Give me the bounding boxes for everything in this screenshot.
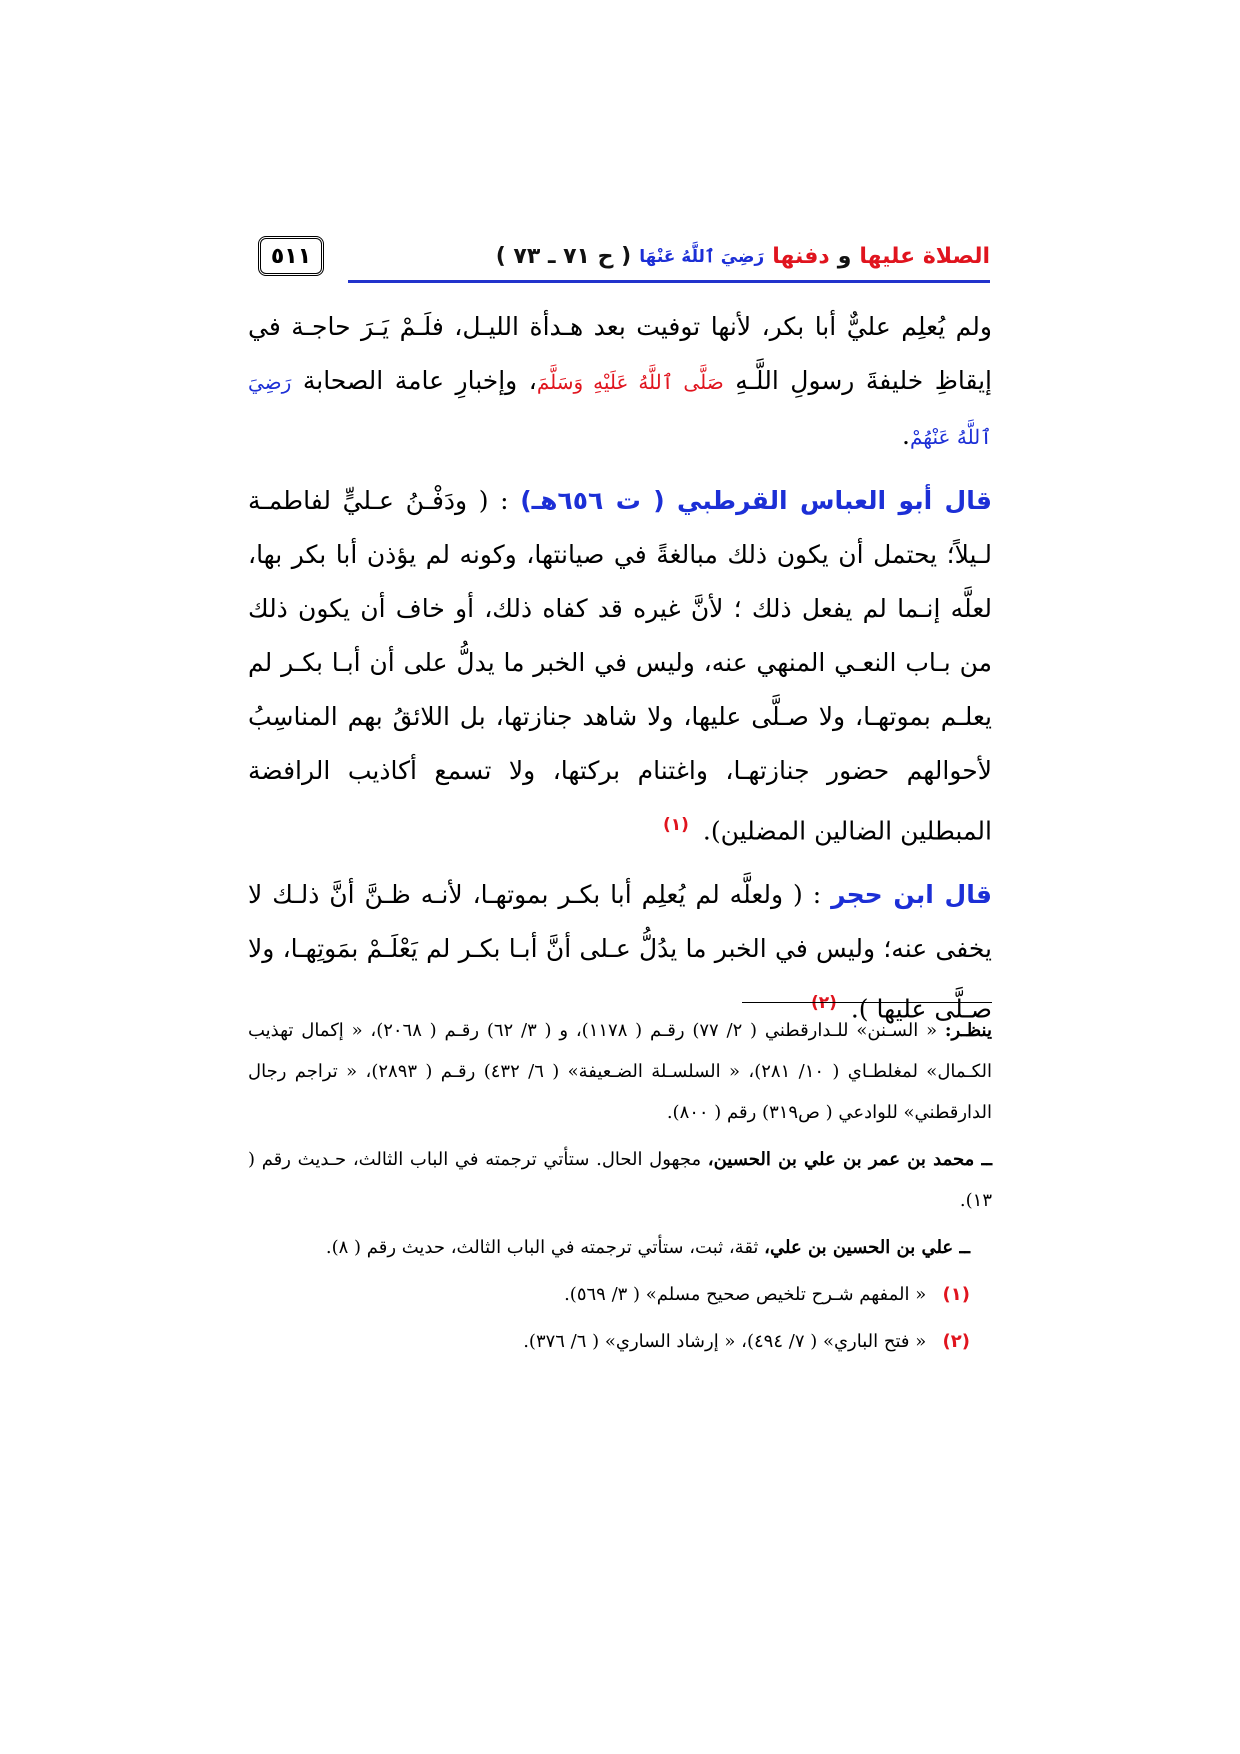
footnote-separator — [742, 1002, 992, 1003]
title-connector: و — [837, 243, 852, 269]
p2-text: : ( ودَفْـنُ عـليٍّ لفاطمـة لـيلاً؛ يحتمل أن يكون ذلك مبالغةً في صيانتها، وكونه لم يؤذن أبا بكر بها، لعلَّه إنـما لم يفعل ذلك ؛ لأنَّ غيره قد كفاه ذلك، أو خاف أن يكون ذلك من بـاب النعـي المنهي عنه، وليس في الخبر ما يدلُّ على أن أبـا بكـر لم يعلـم بموتهـا، ولا صـلَّى عليها، ولا شاهد جنازتها، بل اللائقُ بهم المناسِبُ لأحوالهم حضور جنازتهـا، واغتنام بركتها، ولا تسمع أكاذيب الرافضة المبطلين الضالين المضلين). — [248, 486, 992, 846]
header-rule — [348, 280, 990, 283]
p3-text: : ( ولعلَّه لم يُعلِم أبا بكـر بموتهـا، لأنـه ظـنَّ أنَّ ذلـك لا يخفى عنه؛ وليس في الخبر ما يدُلُّ عـلى أنَّ أبـا بكـر لم يَعْلَـمْ بمَوتِهـا، ولا صـلَّى عليها ). — [248, 880, 992, 1024]
title-part1: الصلاة عليها — [859, 243, 990, 269]
page-number: ٥١١ — [258, 236, 324, 276]
note-narrator-2 — [248, 1227, 992, 1268]
title-honorific: رَضِيَ ٱللَّهُ عَنْهَا — [639, 246, 765, 267]
title-part2: دفنها — [772, 243, 830, 269]
main-text — [248, 300, 992, 1047]
speaker-qurtubi: قال أبو العباس القرطبي ( ت ٦٥٦هـ) — [520, 486, 992, 515]
page-header — [258, 236, 990, 282]
narrator-1-text: مجهول الحال. ستأتي ترجمته في الباب الثالث، حـديث رقم ( ١٣). — [248, 1149, 992, 1211]
running-title — [496, 236, 990, 276]
footnote-ref-2[interactable]: (٢) — [810, 993, 837, 1014]
footnote-1 — [248, 1274, 992, 1315]
p1-text-end: ، وإخبارِ عامة الصحابة — [302, 366, 537, 395]
footnotes — [248, 1010, 992, 1368]
paragraph-2 — [248, 474, 992, 858]
footnote-1-text: « المفهم شـرح تلخيص صحيح مسلم» ( ٣/ ٥٦٩). — [564, 1284, 927, 1305]
note-sources — [248, 1010, 992, 1133]
narrator-2-name: ــ علي بن الحسين بن علي، — [764, 1237, 970, 1258]
footnote-2 — [248, 1321, 992, 1362]
note-label: ينظـر: — [944, 1020, 992, 1041]
footnote-2-text: « فتح الباري» ( ٧/ ٤٩٤)، « إرشاد الساري» ( ٦/ ٣٧٦). — [523, 1331, 927, 1352]
narrator-1-name: ــ محمد بن عمر بن علي بن الحسين، — [707, 1149, 992, 1170]
prophet-honorific: صَلَّى ٱللَّهُ عَلَيْهِ وَسَلَّمَ — [536, 370, 724, 394]
note-narrator-1 — [248, 1139, 992, 1221]
speaker-ibn-hajar: قال ابن حجر — [831, 880, 992, 910]
footnote-2-number: (٢) — [942, 1331, 970, 1352]
p1-text: ولم يُعلِم عليٌّ أبا بكر، لأنها توفيت بعد هـدأة الليـل، فلَـمْ يَـرَ حاجـة في إيقاظِ خليفةَ رسولِ اللَّـهِ — [248, 312, 993, 395]
paragraph-1 — [248, 300, 992, 464]
narrator-2-text: ثقة، ثبت، ستأتي ترجمته في الباب الثالث، حديث رقم ( ٨). — [325, 1237, 759, 1258]
companions-honorific: رَضِيَ ٱللَّهُ عَنْهُمْ — [248, 370, 992, 449]
footnote-ref-1[interactable]: (١) — [662, 815, 689, 835]
hadith-range: ( ح ٧١ ـ ٧٣ ) — [495, 243, 632, 269]
footnote-1-number: (١) — [942, 1284, 970, 1305]
note-sources-text: « السـنن» للـدارقطني ( ٢/ ٧٧) رقـم ( ١١٧٨)، و ( ٣/ ٦٢) رقـم ( ٢٠٦٨)، « إكمال تهذيب الكـمال» لمغلطـاي ( ١٠/ ٢٨١)، « السلسـلة الضـعيفة» ( ٦/ ٤٣٢) رقـم ( ٢٨٩٣)، « تراجم رجال الدارقطني» للوادعي ( ص٣١٩) رقم ( ٨٠٠). — [248, 1020, 992, 1123]
p1-period: . — [902, 421, 910, 450]
